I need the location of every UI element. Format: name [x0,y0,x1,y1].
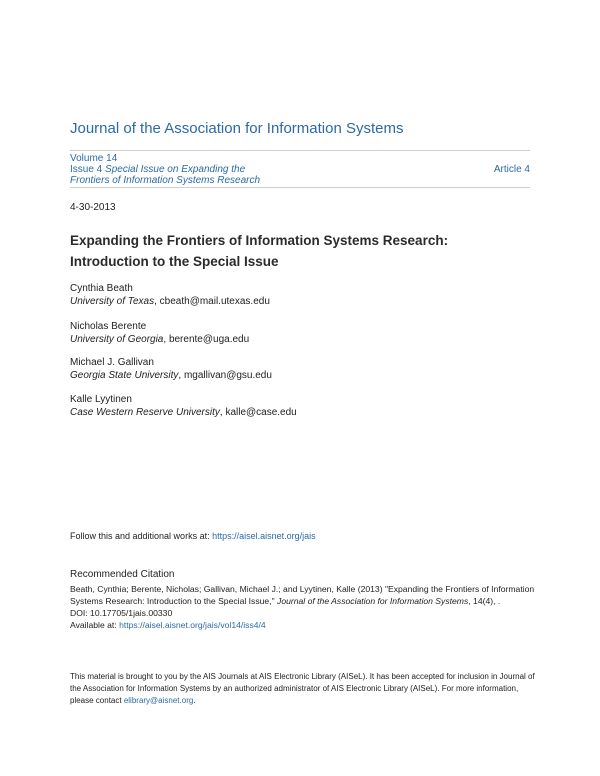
author-name: Kalle Lyytinen [70,394,132,405]
volume-link[interactable]: Volume 14 [70,153,118,164]
author-email: berente@uga.edu [168,334,250,345]
follow-line [70,531,316,541]
available-label: Available at: [70,620,117,630]
paper-title [70,230,540,272]
divider [70,150,530,151]
author-block: Michael J. Gallivan Georgia State University, mgallivan@gsu.edu [70,357,272,381]
citation-volume: , 14(4), . [468,596,501,606]
follow-link[interactable]: https://aisel.aisnet.org/jais [212,531,316,541]
follow-text: Follow this and additional works at: [70,531,210,541]
author-block: Kalle Lyytinen Case Western Reserve University, kalle@case.edu [70,394,297,418]
divider [70,187,530,188]
citation-body [70,583,535,631]
citation-heading: Recommended Citation [70,569,175,580]
paper-title-line2: Introduction to the Special Issue [70,254,279,269]
author-email: cbeath@mail.utexas.edu [159,296,270,307]
author-affiliation: University of Georgia [70,334,164,345]
volume-issue-block [70,153,260,186]
article-link[interactable]: Article 4 [493,164,530,175]
paper-title-line1: Expanding the Frontiers of Information Systems Research: [70,233,449,248]
author-name: Nicholas Berente [70,321,147,332]
author-affiliation: University of Texas [70,296,155,307]
footer-end: . [193,696,196,705]
citation-available [70,619,535,631]
footer-text: This material is brought to you by the AIS Journals at AIS Electronic Library (AISeL). It has been accepted for inclusion in Journal of the Association for Information Systems by an authorized administrator of AIS Electronic Library (AISeL). For more information, please contact [70,672,535,705]
citation-text: Beath, Cynthia; Berente, Nicholas; Gallivan, Michael J.; and Lyytinen, Kalle (2013) "Expanding the Frontiers of Information Systems Research: Introduction to the Special Issue," [70,584,535,606]
citation-doi: DOI: 10.17705/1jais.00330 [70,608,173,618]
journal-title-link[interactable]: Journal of the Association for Information Systems [70,120,404,137]
citation-journal: Journal of the Association for Information Systems [277,596,469,606]
author-affiliation: Georgia State University [70,370,179,381]
publication-date: 4-30-2013 [70,202,116,213]
author-block: Nicholas Berente University of Georgia, berente@uga.edu [70,321,250,345]
issue-title-line2[interactable]: Frontiers of Information Systems Research [70,175,261,186]
available-link[interactable]: https://aisel.aisnet.org/jais/vol14/iss4/4 [119,620,266,630]
footer-notice [70,671,540,707]
author-affiliation: Case Western Reserve University [70,407,220,418]
contact-email-link[interactable]: elibrary@aisnet.org [123,696,194,705]
author-email: mgallivan@gsu.edu [183,370,272,381]
issue-number: Issue 4 [70,164,103,175]
issue-title-line1: Special Issue on Expanding the [105,164,246,175]
author-name: Cynthia Beath [70,283,133,294]
author-block: Cynthia Beath University of Texas, cbeath@mail.utexas.edu [70,283,270,307]
author-name: Michael J. Gallivan [70,357,154,368]
author-email: kalle@case.edu [225,407,297,418]
issue-link[interactable] [70,164,260,175]
